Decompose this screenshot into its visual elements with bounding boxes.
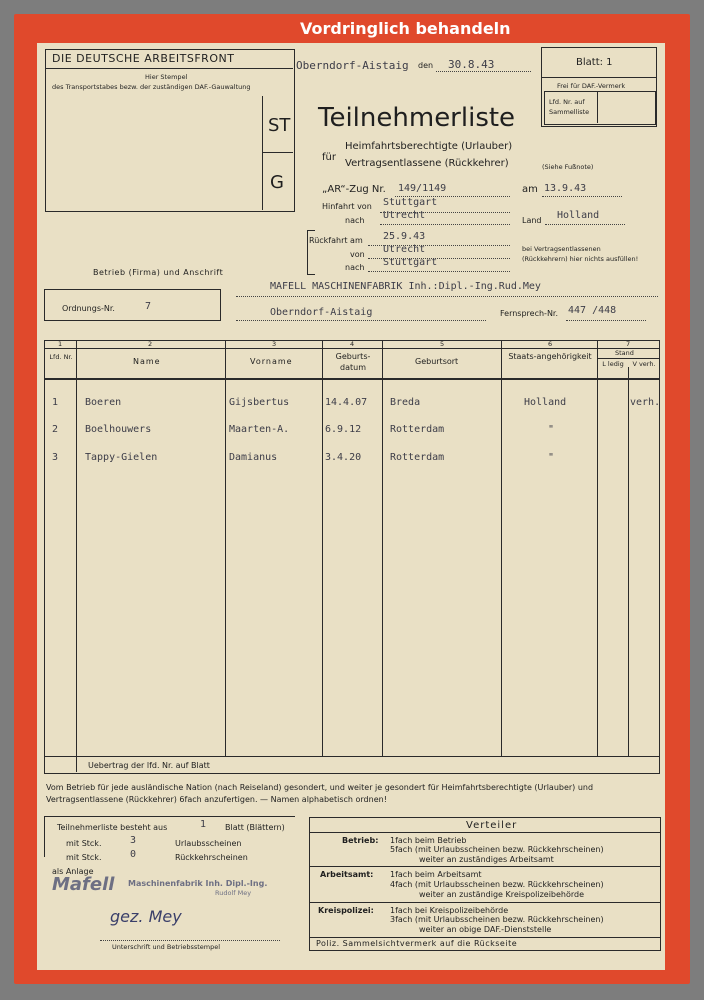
sign-label: Unterschrift und Betriebsstempel <box>112 943 221 951</box>
header-vorname: Vorname <box>250 357 293 366</box>
frei-label: Frei für DAF.-Vermerk <box>557 82 626 90</box>
daf-title: DIE DEUTSCHE ARBEITSFRONT <box>52 52 235 65</box>
summary-line-3-unit: Rückkehrscheinen <box>175 853 248 862</box>
zug-am-value: 13.9.43 <box>544 183 587 194</box>
betrieb-label: Betrieb (Firma) und Anschrift <box>93 268 224 277</box>
row-3-datum: 3.4.20 <box>325 452 362 463</box>
zug-am-label: am <box>522 184 538 195</box>
rueckfahrt-am-value: 25.9.43 <box>383 231 426 242</box>
rueckfahrt-von-label: von <box>350 250 365 259</box>
row-3-ort: Rotterdam <box>390 452 445 463</box>
verteiler-betrieb-label: Betrieb: <box>342 836 379 845</box>
summary-line-4: als Anlage <box>52 867 94 876</box>
verteiler-arbeitsamt-line-2: 4fach (mit Urlaubsscheinen bezw. Rückkehrscheinen) <box>390 880 604 889</box>
verteiler-arbeitsamt-line-3: weiter an zuständige Kreispolizeibehörde <box>419 890 585 899</box>
verteiler-betrieb-line-1: 1fach beim Betrieb <box>390 836 467 845</box>
header-lfd: Lfd. Nr. <box>49 353 73 361</box>
summary-line-3-label: mit Stck. <box>66 853 102 862</box>
verteiler-arbeitsamt-label: Arbeitsamt: <box>320 870 374 879</box>
row-1-nr: 1 <box>52 397 59 408</box>
verteiler-kreis-line-1: 1fach bei Kreispolizeibehörde <box>390 906 509 915</box>
hinfahrt-von-value: Stuttgart <box>383 197 438 208</box>
verteiler-kreis-label: Kreispolizei: <box>318 906 374 915</box>
company-stamp: Mafell <box>52 874 115 895</box>
verteiler-title: Verteiler <box>466 820 518 831</box>
row-3-vorname: Damianus <box>229 452 278 463</box>
zug-value: 149/1149 <box>398 183 447 194</box>
betrieb-ort: Oberndorf-Aistaig <box>270 307 373 318</box>
row-3-nr: 3 <box>52 452 59 463</box>
colnum-3: 3 <box>272 340 277 348</box>
betrieb-name: MAFELL MASCHINENFABRIK Inh.:Dipl.-Ing.Rud.Mey <box>270 281 541 292</box>
page-title: Teilnehmerliste <box>318 103 516 133</box>
instructions-text: Vom Betrieb für jede ausländische Nation (nach Reiseland) gesondert, und weiter je gesondert für Heimfahrtsberechtigte (Urlauber) und Vertragsentlassene (Rückkehrer) 6fach anzufertigen. — Namen alphabetisch ordnen! <box>46 783 594 804</box>
company-stamp-line-2: Rudolf Mey <box>215 889 252 897</box>
verteiler-betrieb-line-3: weiter an zuständiges Arbeitsamt <box>419 855 554 864</box>
row-2-datum: 6.9.12 <box>325 424 362 435</box>
header-stand: Stand <box>615 349 634 357</box>
row-1-datum: 14.4.07 <box>325 397 368 408</box>
company-stamp-line-1: Maschinenfabrik Inh. Dipl.-Ing. <box>128 879 268 888</box>
subtitle-line-1: Heimfahrtsberechtigte (Urlauber) <box>345 141 513 152</box>
summary-line-3-value: 0 <box>130 849 137 860</box>
row-2-vorname: Maarten-A. <box>229 424 290 435</box>
stamp-note-1: Hier Stempel <box>145 73 188 81</box>
ordnung-label: Ordnungs-Nr. <box>62 304 115 313</box>
verteiler-betrieb-line-2: 5fach (mit Urlaubsscheinen bezw. Rückkehrscheinen) <box>390 845 604 854</box>
date-value: 30.8.43 <box>448 58 495 71</box>
colnum-2: 2 <box>148 340 153 348</box>
verteiler-kreis-line-3: weiter an obige DAF.-Dienststelle <box>419 925 552 934</box>
colnum-6: 6 <box>548 340 553 348</box>
rueckfahrt-nach-value: Stuttgart <box>383 257 438 268</box>
summary-line-1-unit: Blatt (Blättern) <box>225 823 285 832</box>
summary-line-2-value: 3 <box>130 835 137 846</box>
colnum-4: 4 <box>350 340 355 348</box>
rueckfahrt-nach-label: nach <box>345 263 365 272</box>
row-3-name: Tappy-Gielen <box>85 452 158 463</box>
rueckfahrt-am-label: Rückfahrt am <box>309 236 363 245</box>
fernsprech-value: 447 /448 <box>568 305 617 316</box>
rueckfahrt-note: bei Vertragsentlassenen (Rückkehrern) hier nichts ausfüllen! <box>522 245 639 263</box>
header-ledig: L ledig <box>602 360 624 368</box>
row-1-staat: Holland <box>524 397 567 408</box>
header-verh: V verh. <box>632 360 656 368</box>
den-label: den <box>418 61 434 70</box>
row-3-staat: " <box>548 452 555 463</box>
place-value: Oberndorf-Aistaig <box>296 59 409 72</box>
st-mark: ST <box>268 115 291 136</box>
colnum-7: 7 <box>626 340 631 348</box>
banner-text: Vordringlich behandeln <box>300 19 511 38</box>
ordnung-value: 7 <box>145 301 152 312</box>
summary-line-1-value: 1 <box>200 819 207 830</box>
hinfahrt-von-label: Hinfahrt von <box>322 202 372 211</box>
subtitle-line-2: Vertragsentlassene (Rückkehrer) <box>345 158 509 169</box>
header-name: Name <box>133 357 161 366</box>
summary-line-1-label: Teilnehmerliste besteht aus <box>57 823 168 832</box>
land-label: Land <box>522 216 542 225</box>
row-1-stand: verh. <box>630 397 661 408</box>
row-2-ort: Rotterdam <box>390 424 445 435</box>
fuer-label: für <box>322 152 336 163</box>
verteiler-kreis-line-2: 3fach (mit Urlaubsscheinen bezw. Rückkehrscheinen) <box>390 915 604 924</box>
signature: gez. Mey <box>110 907 182 926</box>
lfd-label: Lfd. Nr. auf Sammelliste <box>549 98 590 116</box>
zug-label: „AR“-Zug Nr. <box>322 184 386 195</box>
summary-line-2-label: mit Stck. <box>66 839 102 848</box>
colnum-5: 5 <box>440 340 445 348</box>
blatt-label: Blatt: 1 <box>576 57 613 68</box>
stamp-note-2: des Transportstabes bezw. der zuständigen DAF.-Gauwaltung <box>52 83 251 91</box>
header-staat: Staats-angehörigkeit <box>508 352 592 361</box>
land-value: Holland <box>557 210 600 221</box>
row-1-name: Boeren <box>85 397 122 408</box>
hinfahrt-nach-label: nach <box>345 216 365 225</box>
summary-line-2-unit: Urlaubsscheinen <box>175 839 242 848</box>
row-2-nr: 2 <box>52 424 59 435</box>
rueckfahrt-von-value: Utrecht <box>383 244 426 255</box>
header-geburtsort: Geburtsort <box>415 357 459 366</box>
row-1-ort: Breda <box>390 397 421 408</box>
verteiler-footer: Poliz. Sammelsichtvermerk auf die Rückseite <box>316 939 518 948</box>
fernsprech-label: Fernsprech-Nr. <box>500 309 559 318</box>
row-1-vorname: Gijsbertus <box>229 397 290 408</box>
hinfahrt-nach-value: Utrecht <box>383 210 426 221</box>
verteiler-arbeitsamt-line-1: 1fach beim Arbeitsamt <box>390 870 482 879</box>
uebertrag-label: Uebertrag der lfd. Nr. auf Blatt <box>88 761 210 770</box>
header-geburtsdatum: Geburts-datum <box>335 352 371 372</box>
row-2-name: Boelhouwers <box>85 424 152 435</box>
g-mark: G <box>270 172 284 193</box>
footnote-ref: (Siehe Fußnote) <box>542 163 594 171</box>
colnum-1: 1 <box>58 340 63 348</box>
row-2-staat: " <box>548 424 555 435</box>
